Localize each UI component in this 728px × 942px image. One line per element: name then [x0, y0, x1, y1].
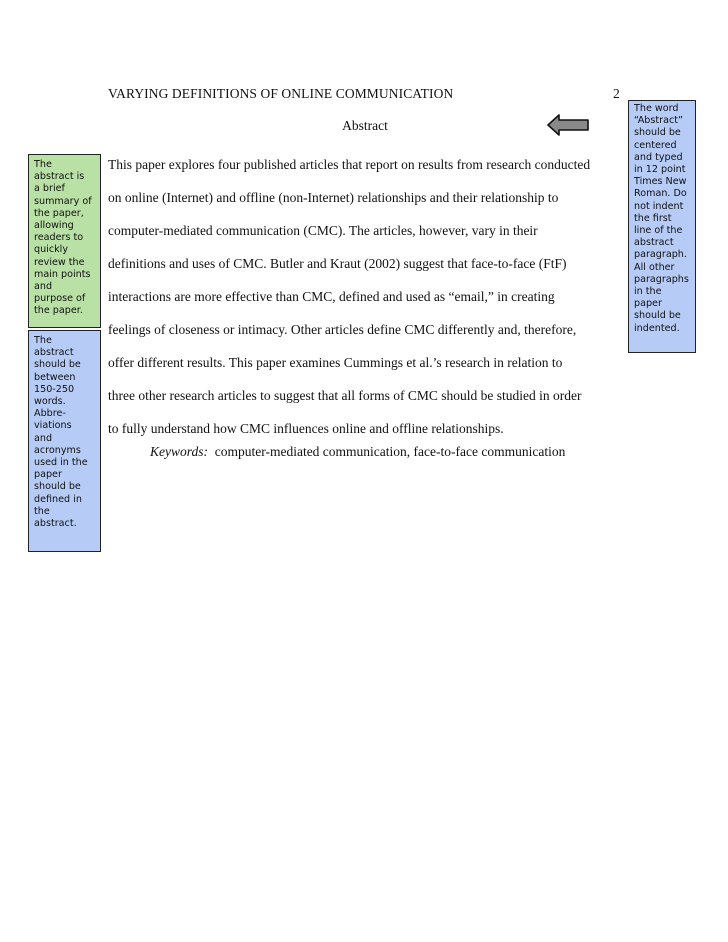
note-line: Roman. Do [634, 188, 687, 200]
note-line: should be [34, 481, 81, 493]
left-arrow-icon [547, 114, 589, 136]
keywords-text: computer-mediated communication, face-to-face communication [214, 444, 566, 459]
note-line: between [34, 371, 76, 383]
note-line: the paper, [34, 207, 84, 219]
keywords-line [150, 444, 565, 460]
note-line: summary of [34, 195, 92, 207]
note-line: and [34, 432, 53, 444]
note-line: Times New [634, 176, 687, 188]
note-line: viations [34, 420, 72, 432]
abstract-line: computer-mediated communication (CMC). The articles, however, vary in their [108, 223, 538, 238]
note-line: paragraphs [634, 273, 689, 285]
format-annotation [628, 100, 696, 353]
note-line: defined in [34, 493, 82, 505]
note-line: the first [634, 212, 672, 224]
note-line: abstract is [34, 171, 85, 183]
note-line: acronyms [34, 444, 81, 456]
note-line: paper [34, 469, 62, 481]
note-line: readers to [34, 232, 84, 244]
abstract-line: offer different results. This paper examines Cummings et al.’s research in relation to [108, 355, 563, 370]
note-line: centered [634, 139, 677, 151]
abstract-paragraph [108, 148, 628, 445]
page-number: 2 [613, 86, 620, 101]
note-line: not indent [634, 200, 684, 212]
note-line: the [34, 505, 50, 517]
abstract-line: on online (Internet) and offline (non-Internet) relationships and their relationship to [108, 190, 559, 205]
note-line: and [34, 281, 53, 293]
note-line: words. [34, 396, 66, 408]
abstract-line: three other research articles to suggest that all forms of CMC should be studied in order [108, 388, 582, 403]
note-line: paper [634, 298, 662, 310]
note-line: purpose of [34, 293, 86, 305]
note-line: All other [634, 261, 675, 273]
note-line: should be [634, 127, 681, 139]
keywords-label: Keywords: [150, 444, 208, 459]
abstract-heading: Abstract [342, 118, 388, 133]
abstract-line: to fully understand how CMC influences online and offline relationships. [108, 421, 504, 436]
abstract-line: interactions are more effective than CMC, defined and used as “email,” in creating [108, 289, 555, 304]
note-line: quickly [34, 244, 69, 256]
running-head: VARYING DEFINITIONS OF ONLINE COMMUNICATION [108, 86, 454, 101]
note-line: The [34, 159, 52, 170]
note-line: in the [634, 286, 662, 298]
note-line: line of the [634, 225, 683, 237]
summary-annotation [28, 154, 101, 328]
note-line: The [34, 335, 52, 346]
note-line: indented. [634, 322, 680, 334]
note-line: Abbre- [34, 408, 66, 420]
abstract-line: feelings of closeness or intimacy. Other articles define CMC differently and, therefore, [108, 322, 577, 337]
abstract-line: definitions and uses of CMC. Butler and Kraut (2002) suggest that face-to-face (FtF) [108, 256, 567, 271]
note-line: should be [34, 359, 81, 371]
note-line: used in the [34, 457, 88, 469]
abstract-line: This paper explores four published articles that report on results from research conducted [108, 157, 591, 172]
note-line: a brief [34, 183, 65, 195]
note-line: main points [34, 268, 91, 280]
note-line: should be [634, 310, 681, 322]
length-annotation [28, 330, 101, 552]
note-line: abstract. [34, 518, 77, 530]
note-line: 150-250 [34, 383, 75, 395]
note-line: review the [34, 256, 85, 268]
note-line: The word [634, 103, 679, 114]
note-line: abstract [34, 347, 74, 359]
note-line: the paper. [34, 305, 83, 317]
note-line: “Abstract” [634, 115, 683, 127]
note-line: allowing [34, 220, 74, 232]
note-line: abstract [634, 237, 674, 249]
note-line: in 12 point [634, 164, 686, 176]
note-line: and typed [634, 151, 683, 163]
note-line: paragraph. [634, 249, 687, 261]
